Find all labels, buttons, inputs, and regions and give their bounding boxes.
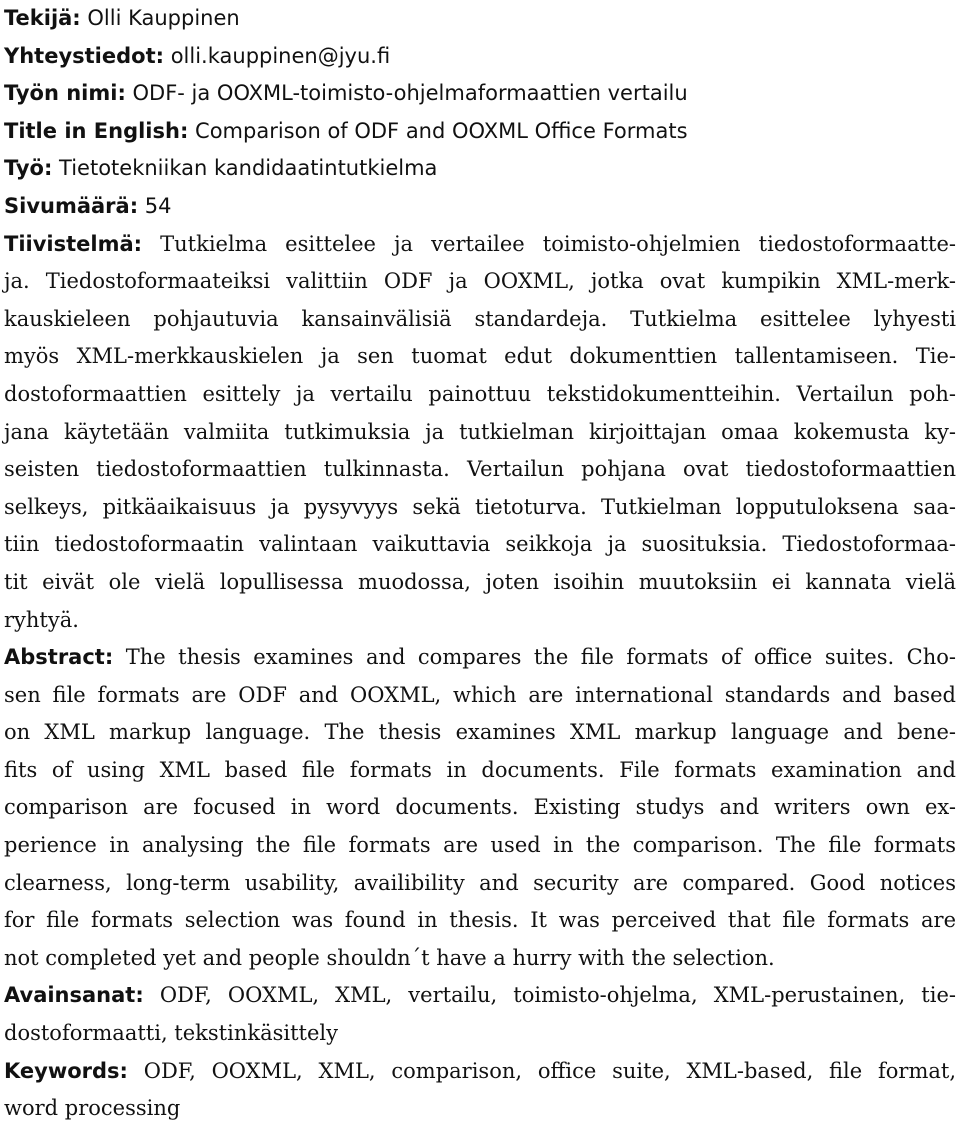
meta-value: Olli Kauppinen: [80, 6, 240, 30]
avainsanat-paragraph: [4, 977, 956, 1052]
paragraph-line: dostoformaattien esittely ja vertailu painottuu tekstidokumentteihin. Vertailun poh-: [4, 381, 956, 406]
meta-value: Tietotekniikan kandidaatintutkielma: [52, 156, 438, 181]
meta-label: Title in English:: [4, 118, 189, 143]
meta-author: [4, 0, 956, 38]
avainsanat-label: Avainsanat:: [4, 983, 144, 1008]
keywords-label: Keywords:: [4, 1058, 128, 1083]
tiivistelma-paragraph: [4, 226, 956, 640]
paragraph-line: sen file formats are ODF and OOXML, which are international standards and based: [4, 682, 956, 707]
paragraph-line: clearness, long-term usability, availibility and security are compared. Good notices: [4, 870, 956, 895]
meta-label: Työ:: [4, 156, 53, 181]
paragraph-text: ODF, OOXML, XML, comparison, office suite, XML-based, file format,: [127, 1058, 956, 1083]
tiivistelma-label: Tiivistelmä:: [4, 231, 143, 256]
meta-title: [4, 75, 956, 113]
paragraph-line: not completed yet and people shouldn´t have a hurry with the selection.: [4, 945, 775, 970]
paragraph-line: [4, 977, 956, 1015]
paragraph-line: ryhtyä.: [4, 607, 79, 632]
paragraph-text: The thesis examines and compares the file formats of office suites. Cho-: [113, 645, 956, 670]
paragraph-text: ODF, OOXML, XML, vertailu, toimisto-ohjelma, XML-perustainen, tie-: [143, 983, 956, 1008]
meta-value: Comparison of ODF and OOXML Office Formats: [188, 118, 688, 143]
meta-contact: [4, 38, 956, 76]
paragraph-line: word processing: [4, 1096, 181, 1121]
meta-title-english: [4, 113, 956, 151]
paragraph-line: perience in analysing the file formats are used in the comparison. The file formats: [4, 833, 956, 858]
abstract-paragraph: [4, 639, 956, 977]
paragraph-line: tiin tiedostoformaatin valintaan vaikuttavia seikkoja ja suosituksia. Tiedostoformaa-: [4, 532, 956, 557]
abstract-label: Abstract:: [4, 645, 114, 670]
paragraph-line: dostoformaatti, tekstinkäsittely: [4, 1021, 338, 1046]
meta-page-count: [4, 188, 956, 226]
meta-label: Yhteystiedot:: [4, 43, 165, 68]
paragraph-line: myös XML-merkkauskielen ja sen tuomat edut dokumenttien tallentamiseen. Tie-: [4, 344, 956, 369]
paragraph-line: ja. Tiedostoformaateiksi valittiin ODF ja OOXML, jotka ovat kumpikin XML-merk-: [4, 269, 956, 294]
paragraph-line: jana käytetään valmiita tutkimuksia ja tutkielman kirjoittajan omaa kokemusta ky-: [4, 419, 956, 444]
meta-label: Työn nimi:: [4, 81, 126, 106]
paragraph-line: fits of using XML based file formats in documents. File formats examination and: [4, 757, 956, 782]
paragraph-line: tit eivät ole vielä lopullisessa muodossa, joten isoihin muutoksiin ei kannata vielä: [4, 569, 956, 594]
paragraph-line: [4, 639, 956, 677]
paragraph-line: on XML markup language. The thesis examines XML markup language and bene-: [4, 720, 956, 745]
paragraph-line: [4, 226, 956, 264]
meta-label: Sivumäärä:: [4, 193, 139, 218]
meta-value: ODF- ja OOXML-toimisto-ohjelmaformaattien vertailu: [125, 81, 688, 106]
paragraph-line: for file formats selection was found in thesis. It was perceived that file formats are: [4, 908, 956, 933]
paragraph-text: Tutkielma esittelee ja vertailee toimisto-ohjelmien tiedostoformaatte-: [142, 231, 956, 256]
meta-work-type: [4, 150, 956, 188]
paragraph-line: selkeys, pitkäaikaisuus ja pysyvyys sekä tietoturva. Tutkielman lopputuloksena saa-: [4, 494, 956, 519]
paragraph-line: kauskieleen pohjautuvia kansainvälisiä standardeja. Tutkielma esittelee lyhyesti: [4, 306, 956, 331]
meta-value: 54: [138, 193, 172, 218]
paragraph-line: seisten tiedostoformaattien tulkinnasta. Vertailun pohjana ovat tiedostoformaattien: [4, 457, 956, 482]
paragraph-line: comparison are focused in word documents. Existing studys and writers own ex-: [4, 795, 956, 820]
meta-value: olli.kauppinen@jyu.fi: [164, 43, 391, 68]
paragraph-line: [4, 1053, 956, 1091]
meta-label: Tekijä:: [4, 6, 81, 30]
keywords-paragraph: [4, 1053, 956, 1128]
